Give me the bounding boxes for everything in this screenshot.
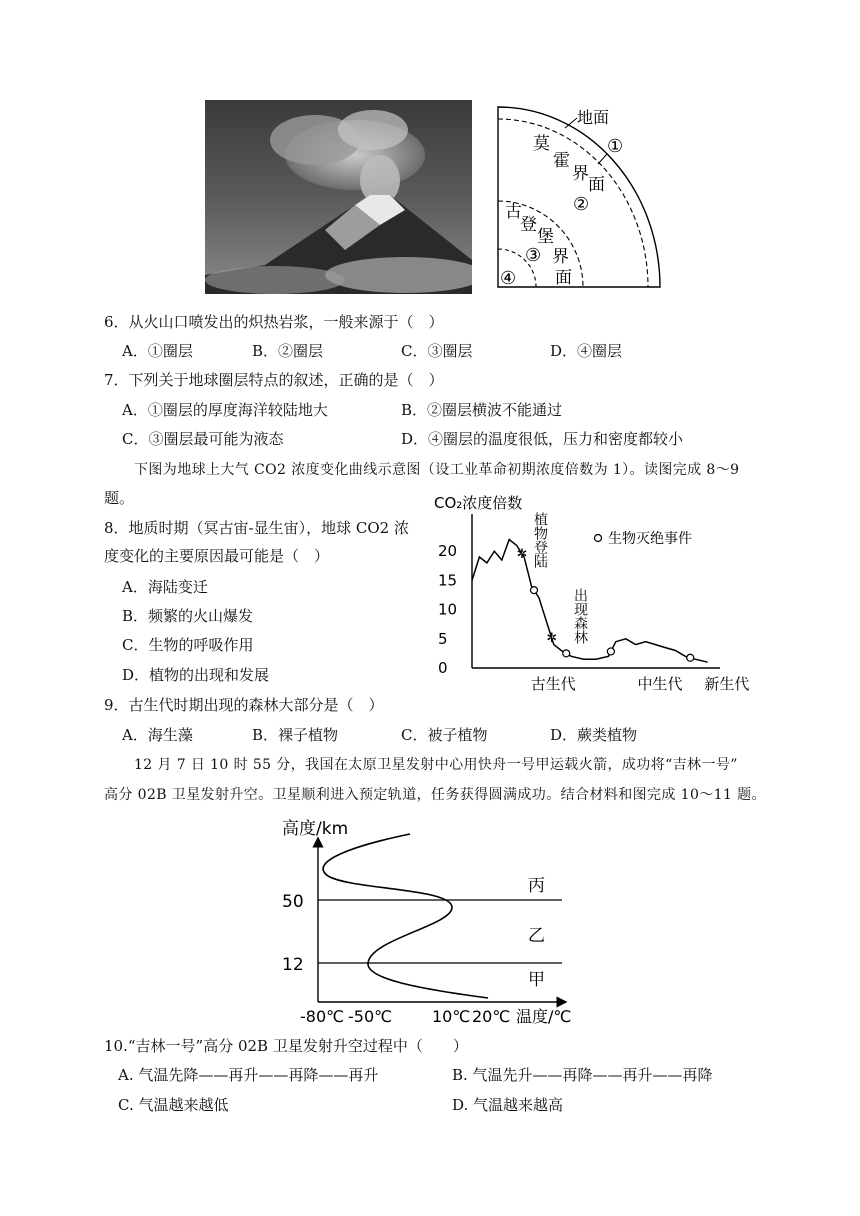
q9-stem: 9．古生代时期出现的森林大部分是（ ） <box>104 696 384 714</box>
q7-option-d[interactable]: D．④圈层的温度很低，压力和密度都较小 <box>401 430 684 448</box>
q9-option-a[interactable]: A．海生藻 <box>122 726 193 744</box>
q7-option-c[interactable]: C．③圈层最可能为液态 <box>122 430 284 448</box>
event-star-marker: ✲ <box>546 630 558 646</box>
layer-4-label: ④ <box>500 268 517 289</box>
intro-8-9-line2: 题。 <box>104 489 135 507</box>
layer-label-yi: 乙 <box>528 926 545 946</box>
co2-xtick: 新生代 <box>704 675 750 692</box>
gutenberg-char-3: 堡 <box>537 227 554 247</box>
co2-ytick: 10 <box>438 600 458 619</box>
legend-extinction-label: 生物灭绝事件 <box>608 531 692 547</box>
ytick-50: 50 <box>282 892 304 912</box>
q10-option-d[interactable]: D. 气温越来越高 <box>452 1096 564 1114</box>
co2-ytick: 5 <box>438 629 448 648</box>
volcano-photo <box>205 100 472 294</box>
gutenberg-char-2: 登 <box>520 215 537 235</box>
annotation-plant-landing: 植物登陆 <box>532 512 548 568</box>
q8-stem-line2: 度变化的主要原因最可能是（ ） <box>104 547 330 565</box>
layer-label-bing: 丙 <box>528 876 545 896</box>
layer-3-label: ③ <box>525 245 542 266</box>
extinction-event-point <box>531 587 538 594</box>
moho-char-1: 莫 <box>533 134 550 154</box>
atm-xlabel: 温度/℃ <box>516 1007 572 1026</box>
q8-option-b[interactable]: B．频繁的火山爆发 <box>122 607 254 625</box>
temperature-curve <box>323 834 488 998</box>
annotation-forest: 出现森林 <box>572 588 588 644</box>
atm-ylabel: 高度/km <box>282 819 349 839</box>
q7-stem: 7．下列关于地球圈层特点的叙述，正确的是（ ） <box>104 371 444 389</box>
q10-option-b[interactable]: B. 气温先升——再降——再升——再降 <box>452 1066 713 1084</box>
ground-label: 地面 <box>577 108 610 127</box>
intro-10-11-line1: 12 月 7 日 10 时 55 分，我国在太原卫星发射中心用快舟一号甲运载火箭，成功将“吉林一号” <box>134 757 738 773</box>
co2-xtick: 中生代 <box>637 675 683 692</box>
legend-extinction-marker <box>595 535 602 542</box>
q7-option-b[interactable]: B．②圈层横波不能通过 <box>401 401 563 419</box>
co2-ytick: 15 <box>438 571 458 590</box>
ytick-12: 12 <box>282 955 304 975</box>
intro-10-11-line2: 高分 02B 卫星发射升空。卫星顺利进入预定轨道，任务获得圆满成功。结合材料和图完成 10～11 题。 <box>104 787 766 803</box>
co2-xtick: 古生代 <box>530 675 576 692</box>
xtick-20: 20℃ <box>472 1007 511 1026</box>
xtick-minus80: -80℃ <box>300 1007 345 1026</box>
xtick-10: 10℃ <box>432 1007 471 1026</box>
layer-label-jia: 甲 <box>528 970 545 990</box>
moho-char-3: 界 <box>572 164 589 184</box>
q10-option-a[interactable]: A. 气温先降——再升——再降——再升 <box>118 1066 379 1084</box>
co2-ylabel: CO₂浓度倍数 <box>434 494 523 512</box>
co2-ytick: 20 <box>438 542 458 561</box>
moho-char-4: 面 <box>588 175 605 195</box>
event-star-marker: ✲ <box>516 547 528 563</box>
q6-option-a[interactable]: A．①圈层 <box>122 342 193 360</box>
q10-option-c[interactable]: C. 气温越来越低 <box>118 1096 229 1114</box>
co2-series-line <box>472 540 708 663</box>
q7-option-a[interactable]: A．①圈层的厚度海洋较陆地大 <box>122 401 328 419</box>
q8-option-c[interactable]: C．生物的呼吸作用 <box>122 636 254 654</box>
gutenberg-char-5: 面 <box>555 268 572 288</box>
extinction-event-point <box>687 654 694 661</box>
gutenberg-char-1: 古 <box>505 202 522 222</box>
q6-option-d[interactable]: D．④圈层 <box>550 342 623 360</box>
atmosphere-chart <box>272 812 592 1026</box>
q8-option-d[interactable]: D．植物的出现和发展 <box>122 666 270 684</box>
intro-8-9-line1: 下图为地球上大气 CO2 浓度变化曲线示意图（设工业革命初期浓度倍数为 1）。读图完成 8～9 <box>134 462 740 478</box>
q10-stem: 10.“吉林一号”高分 02B 卫星发射升空过程中（ ） <box>104 1037 468 1055</box>
q9-option-b[interactable]: B．裸子植物 <box>252 726 339 744</box>
q8-option-a[interactable]: A．海陆变迁 <box>122 578 208 596</box>
extinction-event-point <box>607 648 614 655</box>
q9-option-c[interactable]: C．被子植物 <box>401 726 488 744</box>
q9-option-d[interactable]: D．蕨类植物 <box>550 726 638 744</box>
extinction-event-point <box>563 650 570 657</box>
xtick-minus50: -50℃ <box>348 1007 393 1026</box>
q8-stem-line1: 8．地质时期（冥古宙-显生宙），地球 CO2 浓 <box>104 519 409 537</box>
gutenberg-char-4: 界 <box>552 247 569 267</box>
q6-option-c[interactable]: C．③圈层 <box>401 342 473 360</box>
co2-chart <box>430 492 770 692</box>
q6-option-b[interactable]: B．②圈层 <box>252 342 324 360</box>
layer-2-label: ② <box>573 194 590 215</box>
moho-char-2: 霍 <box>553 151 570 171</box>
q6-stem: 6．从火山口喷发出的炽热岩浆，一般来源于（ ） <box>104 313 444 331</box>
earth-layers-diagram <box>495 104 665 290</box>
co2-ytick: 0 <box>438 659 448 677</box>
layer-1-label: ① <box>607 136 624 157</box>
